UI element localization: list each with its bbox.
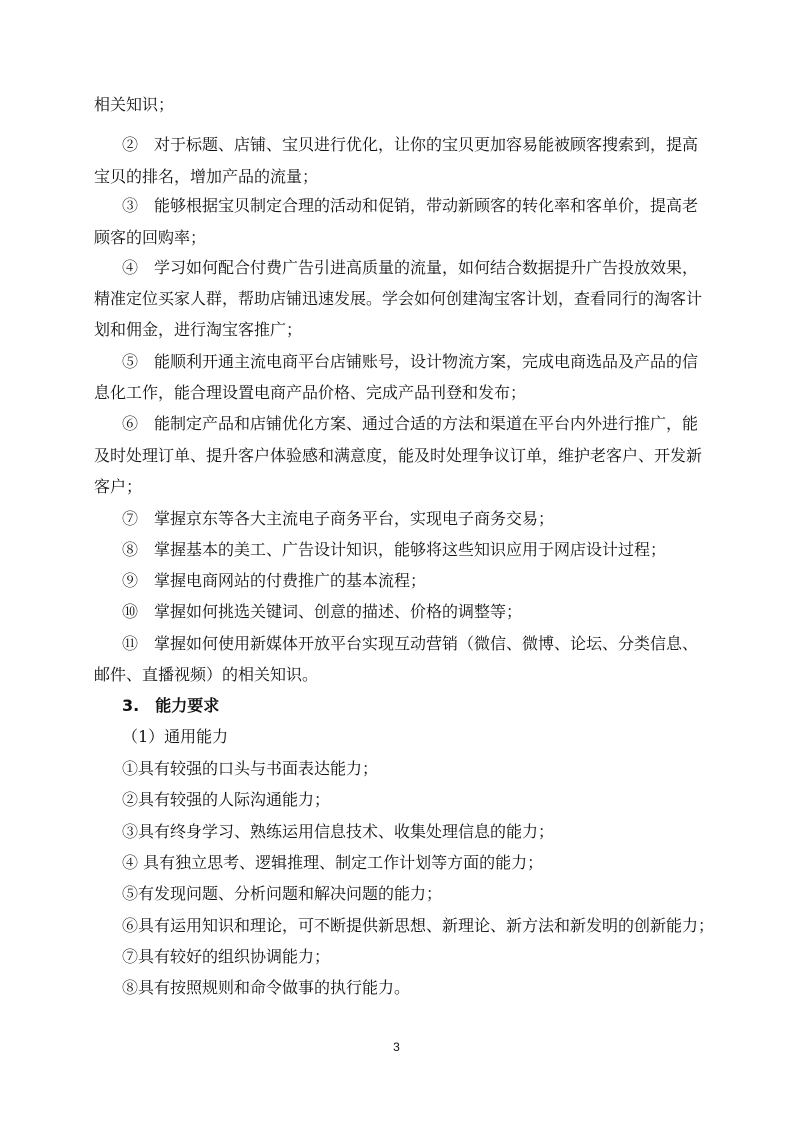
knowledge-item-6-line-1: ⑥ 能制定产品和店铺优化方案、通过合适的方法和渠道在平台内外进行推广，能 <box>122 414 699 433</box>
ability-item-2: ②具有较强的人际沟通能力； <box>122 790 331 809</box>
knowledge-item-11-line-2: 邮件、直播视频）的相关知识。 <box>94 665 319 684</box>
ability-item-5: ⑤有发现问题、分析问题和解决问题的能力； <box>122 884 443 903</box>
page-number: 3 <box>393 1040 400 1054</box>
knowledge-item-5-line-2: 息化工作，能合理设置电商产品价格、完成产品刊登和发布； <box>94 383 527 402</box>
knowledge-item-4-line-3: 划和佣金，进行淘宝客推广； <box>94 320 303 339</box>
section-subheading: （1）通用能力 <box>122 727 229 746</box>
knowledge-item-4-line-2: 精准定位买家人群，帮助店铺迅速发展。学会如何创建淘宝客计划，查看同行的淘客计 <box>94 289 703 308</box>
knowledge-item-10: ⑩ 掌握如何挑选关键词、创意的描述、价格的调整等； <box>122 602 523 621</box>
ability-item-3: ③具有终身学习、熟练运用信息技术、收集处理信息的能力； <box>122 822 555 841</box>
knowledge-item-11-line-1: ⑪ 掌握如何使用新媒体开放平台实现互动营销（微信、微博、论坛、分类信息、 <box>122 634 699 653</box>
knowledge-item-2-line-2: 宝贝的排名，增加产品的流量； <box>94 167 319 186</box>
knowledge-item-5-line-1: ⑤ 能顺利开通主流电商平台店铺账号，设计物流方案，完成电商选品及产品的信 <box>122 352 699 371</box>
knowledge-item-6-line-3: 客户； <box>94 477 143 496</box>
knowledge-item-2-line-1: ② 对于标题、店铺、宝贝进行优化，让你的宝贝更加容易能被顾客搜索到，提高 <box>122 135 699 154</box>
ability-item-7: ⑦具有较好的组织协调能力； <box>122 947 331 966</box>
ability-item-1: ①具有较强的口头与书面表达能力； <box>122 759 379 778</box>
knowledge-item-8: ⑧ 掌握基本的美工、广告设计知识，能够将这些知识应用于网店设计过程； <box>122 540 667 559</box>
ability-item-4: ④ 具有独立思考、逻辑推理、制定工作计划等方面的能力； <box>122 853 544 872</box>
section-heading: 3. 能力要求 <box>122 696 220 715</box>
knowledge-item-3-line-1: ③ 能够根据宝贝制定合理的活动和促销，带动新顾客的转化率和客单价，提高老 <box>122 196 699 215</box>
ability-item-6: ⑥具有运用知识和理论，可不断提供新思想、新理论、新方法和新发明的创新能力； <box>122 916 715 935</box>
intro-tail: 相关知识； <box>94 95 175 114</box>
knowledge-item-7: ⑦ 掌握京东等各大主流电子商务平台，实现电子商务交易； <box>122 509 555 528</box>
ability-item-8: ⑧具有按照规则和命令做事的执行能力。 <box>122 978 411 997</box>
knowledge-item-3-line-2: 顾客的回购率； <box>94 228 207 247</box>
knowledge-item-6-line-2: 及时处理订单、提升客户体验感和满意度，能及时处理争议订单，维护老客户、开发新 <box>94 446 703 465</box>
knowledge-item-9: ⑨ 掌握电商网站的付费推广的基本流程； <box>122 571 427 590</box>
knowledge-item-4-line-1: ④ 学习如何配合付费广告引进高质量的流量，如何结合数据提升广告投放效果， <box>122 258 699 277</box>
